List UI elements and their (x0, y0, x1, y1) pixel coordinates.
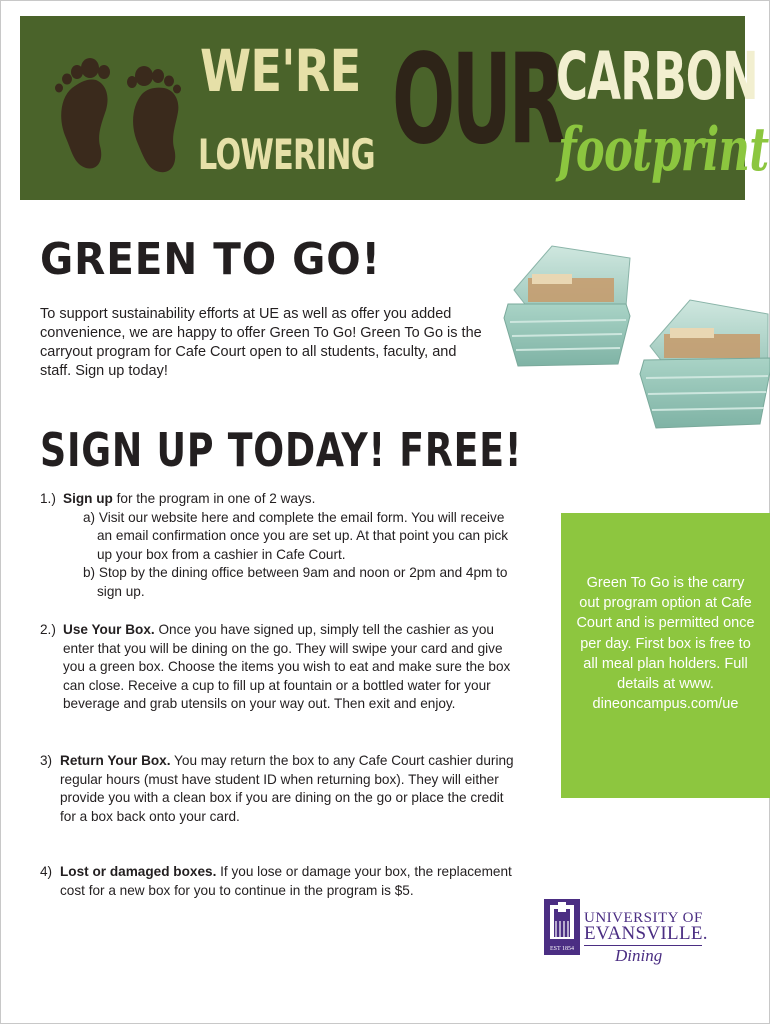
signup-heading: SIGN UP TODAY! FREE! (40, 423, 523, 477)
step-title: Sign up (63, 491, 113, 506)
banner-carbon: CARBON (556, 38, 758, 115)
crest-text: EST 1854 (549, 946, 575, 952)
step-text: Once you have signed up, simply tell the cashier as you enter that you will be dining on the go. They will swipe your card and give you a green box. Choose the items you wish to eat and make sure the box can close. Receive a cup to fill up at fountain or a bottled water for your beverage and grab utensils on your way out. Then exit and enjoy. (63, 622, 511, 712)
info-box (561, 513, 770, 798)
step-title: Lost or damaged boxes. (60, 864, 217, 879)
step-number: 4) (40, 864, 53, 879)
banner-footprint: footprint (558, 115, 769, 185)
header-banner (20, 16, 769, 200)
takeout-boxes-image (494, 238, 770, 438)
banner-were: WE'RE (200, 37, 361, 105)
step-title: Return Your Box. (60, 753, 171, 768)
footprints-icon (50, 50, 190, 180)
green-to-go-heading: GREEN TO GO! (40, 234, 381, 285)
step-1-sub-a (63, 509, 515, 565)
step-text: You may return the box to any Cafe Court cashier during regular hours (must have student ID when returning box). They will either provide you with a clean box if you are dining on the go or place the credit for a box back onto your card. (60, 753, 514, 824)
banner-lowering: LOWERING (198, 130, 375, 179)
step-number: 3) (40, 753, 53, 768)
logo-evansville: EVANSVILLE. (584, 923, 708, 944)
intro-paragraph: To support sustainability efforts at UE as well as offer you added convenience, we are happy to offer Green To Go! Green To Go is the carryout program for Cafe Court open to all students, faculty, and staff. Sign up today! (40, 306, 482, 379)
sub-text: Stop by the dining office between 9am and noon or 2pm and 4pm to sign up. (97, 565, 508, 599)
step-1-sub-b (63, 564, 515, 601)
university-logo (544, 899, 714, 969)
sub-label: b) (83, 565, 96, 581)
logo-university-of: UNIVERSITY OF (584, 910, 703, 926)
logo-dining: Dining (615, 946, 663, 965)
step-text: for the program in one of 2 ways. (112, 491, 316, 506)
step-number: 2.) (40, 622, 56, 637)
sub-text: Visit our website here and complete the email form. You will receive an email confirmation once you are set up. At that point you can pick up your box from a cashier in Cafe Court. (97, 509, 509, 562)
crest-icon (544, 899, 580, 955)
step-number: 1.) (40, 491, 56, 506)
sub-label: a) (83, 509, 96, 525)
info-text: Green To Go is the carry out program option at Cafe Court and is permitted once per day. First box is free to all meal plan holders. Full details at www. dineoncampus.com/ue (576, 575, 755, 713)
step-title: Use Your Box. (63, 622, 155, 637)
banner-our: OUR (392, 28, 563, 172)
step-text: If you lose or damage your box, the replacement cost for a new box for you to continue in the program is $5. (60, 864, 512, 898)
